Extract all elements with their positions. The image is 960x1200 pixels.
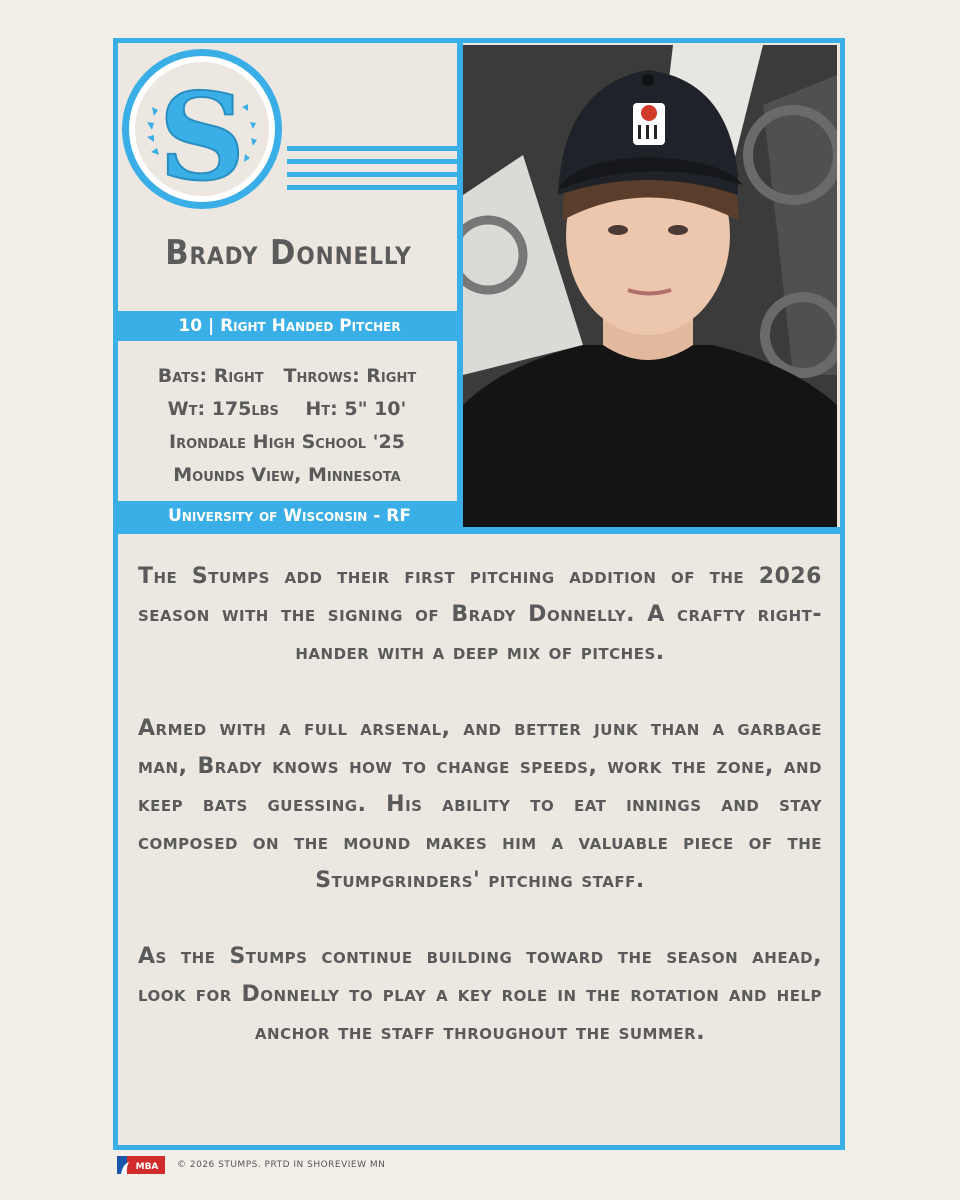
- bio-paragraph-3: As the Stumps continue building toward the season ahead, look for Donnelly to play a key role in the rotation and help anchor the staff throughout the summer.: [138, 944, 822, 1045]
- stats-weight-height: Wt: 175lbs Ht: 5" 10': [167, 398, 407, 420]
- player-bio: [138, 558, 822, 1090]
- player-name: Brady Donnelly: [165, 233, 412, 273]
- stats-bats-throws: Bats: Right Throws: Right: [157, 365, 417, 387]
- number-position-bar: 10 | Right Handed Pitcher: [117, 311, 462, 341]
- league-logo-text: MBA: [135, 1162, 159, 1172]
- stats-hometown: Mounds View, Minnesota: [173, 464, 401, 486]
- bio-paragraph-1: The Stumps add their first pitching addition of the 2026 season with the signing of Brady Donnelly. A crafty right-hander with a deep mix of pitches.: [138, 564, 822, 665]
- bio-paragraph-2: Armed with a full arsenal, and better junk than a garbage man, Brady knows how to change speeds, work the zone, and keep bats guessing. His ability to eat innings and stay composed on the mound makes him a valuable piece of the Stumpgrinders' pitching staff.: [138, 716, 822, 893]
- stats-high-school: Irondale High School '25: [169, 431, 405, 453]
- player-stats: [122, 360, 452, 492]
- copyright-text: © 2026 STUMPS. PRTD IN SHOREVIEW MN: [177, 1160, 386, 1170]
- divider-horizontal: [117, 527, 844, 534]
- college-bar: University of Wisconsin - RF: [117, 501, 462, 531]
- league-logo-icon: [117, 1156, 165, 1174]
- player-photo: [463, 45, 837, 527]
- logo-letter: S: [158, 67, 246, 208]
- team-logo: [117, 42, 292, 217]
- card-footer: [117, 1155, 385, 1175]
